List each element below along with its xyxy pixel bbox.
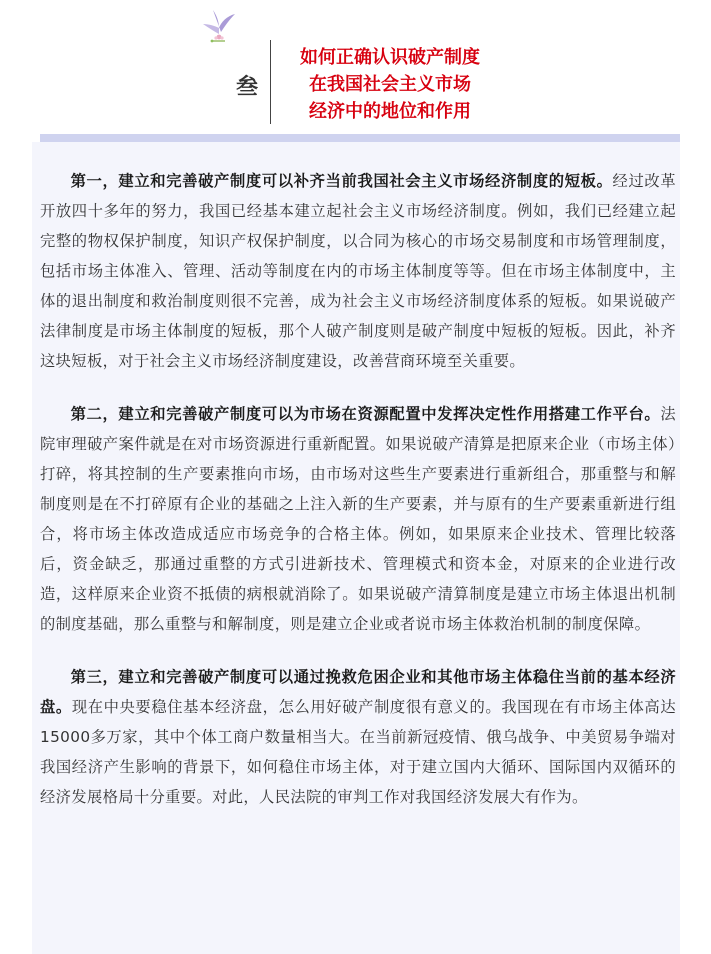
paragraph-3-lead: 第三，建立和完善破产制度可以通过挽救危困企业和其他市场主体稳住当前的基本经济盘。	[40, 668, 676, 716]
swallow-flower-icon	[199, 4, 239, 44]
article-body	[40, 166, 676, 835]
section-title	[280, 44, 500, 125]
section-title-line-1: 如何正确认识破产制度	[300, 47, 480, 68]
paragraph-1-lead: 第一，建立和完善破产制度可以补齐当前我国社会主义市场经济制度的短板。	[70, 172, 613, 190]
section-number: 叁	[236, 75, 259, 100]
paragraph-3-body: 现在中央要稳住基本经济盘，怎么用好破产制度很有意义的。我国现在有市场主体高达15000多万家，其中个体工商户数量相当大。在当前新冠疫情、俄乌战争、中美贸易争端对我国经济产生影响的背景下，如何稳住市场主体，对于建立国内大循环、国际国内双循环的经济发展格局十分重要。对此，人民法院的审判工作对我国经济发展大有作为。	[40, 698, 676, 806]
paragraph-3	[40, 662, 676, 812]
paragraph-2-lead: 第二，建立和完善破产制度可以为市场在资源配置中发挥决定性作用搭建工作平台。	[70, 405, 661, 423]
section-title-line-2: 在我国社会主义市场	[309, 74, 471, 95]
paragraph-1	[40, 166, 676, 376]
header-divider	[270, 40, 271, 124]
paragraph-2-body: 法院审理破产案件就是在对市场资源进行重新配置。如果说破产清算是把原来企业（市场主体）打碎，将其控制的生产要素推向市场，由市场对这些生产要素进行重新组合，那重整与和解制度则是在不打碎原有企业的基础之上注入新的生产要素，并与原有的生产要素重新进行组合，将市场主体改造成适应市场竞争的合格主体。例如，如果原来企业技术、管理比较落后，资金缺乏，那通过重整的方式引进新技术、管理模式和资本金，对原来的企业进行改造，这样原来企业资不抵债的病根就消除了。如果说破产清算制度是建立市场主体退出机制的制度基础，那么重整与和解制度，则是建立企业或者说市场主体救治机制的制度保障。	[40, 405, 676, 633]
paragraph-1-body: 经过改革开放四十多年的努力，我国已经基本建立起社会主义市场经济制度。例如，我们已经建立起完整的物权保护制度，知识产权保护制度，以合同为核心的市场交易制度和市场管理制度，包括市场主体准入、管理、活动等制度在内的市场主体制度等等。但在市场主体制度中，主体的退出制度和救治制度则很不完善，成为社会主义市场经济制度体系的短板。如果说破产法律制度是市场主体制度的短板，那个人破产制度则是破产制度中短板的短板。因此，补齐这块短板，对于社会主义市场经济制度建设，改善营商环境至关重要。	[40, 172, 676, 370]
section-title-line-3: 经济中的地位和作用	[309, 101, 471, 122]
paragraph-2	[40, 399, 676, 639]
